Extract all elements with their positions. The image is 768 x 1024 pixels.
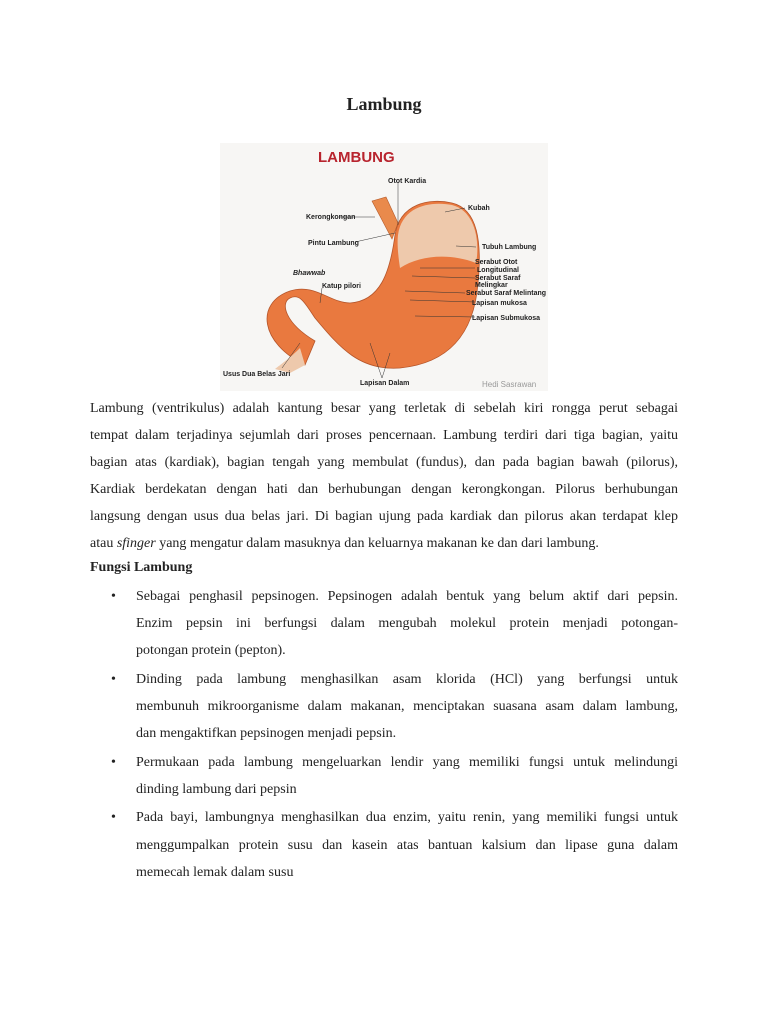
svg-text:Otot Kardia: Otot Kardia	[388, 178, 427, 185]
svg-text:Lapisan Dalam: Lapisan Dalam	[360, 380, 410, 387]
intro-line: Kardiak berdekatan dengan hati dan berhubungan dengan kerongkongan. Pilorus berhubungan	[90, 482, 678, 497]
diagram-credit: Hedi Sasrawan	[482, 380, 537, 389]
list-item-line: membunuh mikroorganisme dalam makanan, menciptakan suasana asam dalam lambung,	[136, 699, 678, 714]
svg-text:Tubuh Lambung: Tubuh Lambung	[482, 244, 537, 251]
svg-text:Bhawwab: Bhawwab	[293, 270, 326, 277]
intro-line: langsung dengan usus dua belas jari. Di bagian ujung pada kardiak dan pilorus akan terdapat klep	[90, 509, 678, 524]
svg-text:Usus Dua Belas Jari: Usus Dua Belas Jari	[223, 371, 291, 378]
intro-line: bagian atas (kardiak), bagian tengah yang membulat (fundus), dan pada bagian bawah (pilorus),	[90, 455, 678, 470]
svg-text:Pintu Lambung: Pintu Lambung	[308, 240, 359, 247]
bullet-icon: •	[111, 672, 116, 687]
list-item-line: menggumpalkan protein susu dan kasein atas bantuan kalsium dan lipase guna dalam	[136, 838, 678, 853]
list-item-line: Dinding pada lambung menghasilkan asam klorida (HCl) yang berfungsi untuk	[136, 672, 678, 687]
intro-line: tempat dalam terjadinya sejumlah dari proses pencernaan. Lambung terdiri dari tiga bagian, yaitu	[90, 428, 678, 443]
bullet-icon: •	[111, 810, 116, 825]
list-item-line: memecah lemak dalam susu	[136, 865, 294, 880]
svg-text:Longitudinal: Longitudinal	[477, 267, 519, 274]
diagram-heading: LAMBUNG	[318, 149, 395, 166]
intro-line: Lambung (ventrikulus) adalah kantung besar yang terletak di sebelah kiri rongga perut sebagai	[90, 401, 678, 416]
svg-text:Serabut Saraf: Serabut Saraf	[475, 275, 521, 282]
list-item-line: Enzim pepsin ini berfungsi dalam mengubah molekul protein menjadi potongan-	[136, 616, 678, 631]
list-item-line: dinding lambung dari pepsin	[136, 782, 297, 797]
bullet-icon: •	[111, 589, 116, 604]
svg-text:Serabut Otot: Serabut Otot	[475, 259, 518, 266]
svg-text:Lapisan mukosa: Lapisan mukosa	[472, 300, 527, 307]
svg-text:Lapisan Submukosa: Lapisan Submukosa	[472, 315, 541, 322]
list-item-line: Sebagai penghasil pepsinogen. Pepsinogen adalah bentuk yang belum aktif dari pepsin.	[136, 589, 678, 604]
svg-text:Kubah: Kubah	[468, 205, 490, 212]
list-item-line: dan mengaktifkan pepsinogen menjadi pepsin.	[136, 726, 397, 741]
svg-text:Kerongkongan: Kerongkongan	[306, 214, 356, 221]
svg-text:Katup pilori: Katup pilori	[322, 283, 361, 290]
bullet-icon: •	[111, 755, 116, 770]
list-item-line: Permukaan pada lambung mengeluarkan lendir yang memiliki fungsi untuk melindungi	[136, 755, 678, 770]
label-serabut-saraf-melintang: Serabut Saraf Melintang	[466, 290, 546, 297]
svg-text:Melingkar: Melingkar	[475, 282, 508, 289]
intro-line: atau sfinger yang mengatur dalam masuknya dan keluarnya makanan ke dan dari lambung.	[90, 536, 599, 551]
list-item-line: Pada bayi, lambungnya menghasilkan dua enzim, yaitu renin, yang memiliki fungsi untuk	[136, 810, 678, 825]
list-item-line: potongan protein (pepton).	[136, 643, 286, 658]
section-heading: Fungsi Lambung	[90, 560, 193, 575]
page-title: Lambung	[346, 94, 422, 114]
italic-term: sfinger	[116, 536, 156, 551]
stomach-diagram	[220, 143, 548, 391]
